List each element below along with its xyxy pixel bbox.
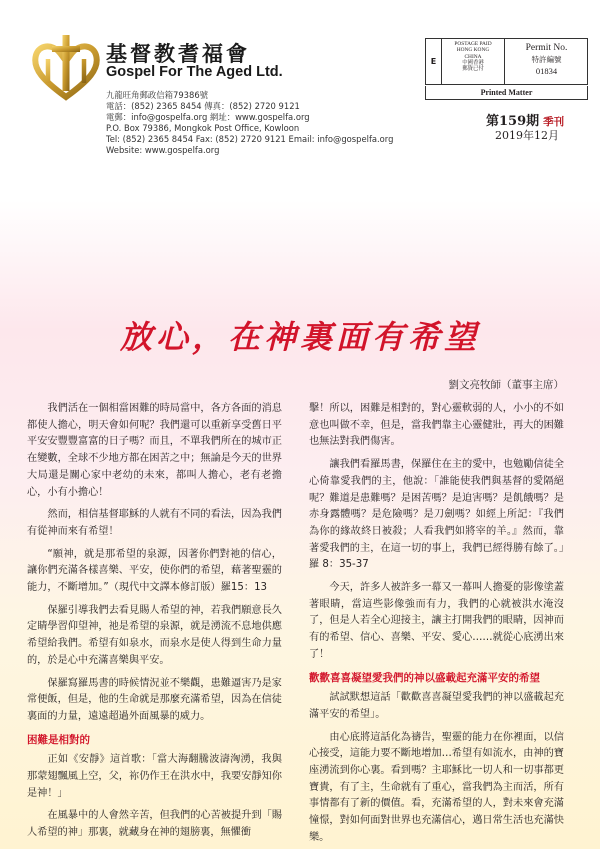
issue-season: 季刊 xyxy=(543,116,565,128)
issue-number-text: 第159期 xyxy=(486,114,540,129)
permit-label-zh: 特許編號 xyxy=(531,55,562,64)
article-paragraph: 保羅引導我們去看見賜人希望的神，若我們願意長久定睛學習仰望神，祂是希望的泉源，就是湧流不息地供應希望給我們。希望有如泉水，而泉水是使人得到生命力量的，於是心中充滿喜樂與平安。 xyxy=(27,604,282,666)
postage-line: 郵資已付 xyxy=(462,66,484,73)
article-paragraph: 擊！所以，困難是相對的，對心靈軟弱的人，小小的不如意也叫做不幸，但是，當我們靠主心靈健壯，再大的困難也無法對我們傷害。 xyxy=(309,403,564,448)
email-web-line: 電郵：info@gospelfa.org 網址：www.gospelfa.org xyxy=(106,112,310,122)
article-left-column xyxy=(27,401,282,848)
postage-class-letter: E xyxy=(426,39,442,84)
article-paragraph: 讓我們看羅馬書，保羅住在主的愛中，也勉勵信徒全心倚靠愛我們的主，他說：「誰能使我們與基督的愛隔絕呢？難道是患難嗎？是困苦嗎？是迫害嗎？是飢餓嗎？是赤身露體嗎？是危險嗎？是刀劍嗎？如經上所記：『我們為你的緣故終日被殺；人看我們如將宰的羊。』然而，靠著愛我們的主，在這一切的事上，我們已經得勝有餘了。」羅 8：35-37 xyxy=(309,459,564,571)
permit-info xyxy=(506,39,587,84)
organization-name-zh: 基督教耆福會 xyxy=(106,42,250,66)
organization-name-en: Gospel For The Aged Ltd. xyxy=(106,64,283,80)
article-paragraph: 然而，相信基督耶穌的人就有不同的看法，因為我們有從神而來有希望！ xyxy=(27,509,282,537)
postage-paid-box xyxy=(425,38,588,85)
postage-line: 中國香港 xyxy=(462,59,484,66)
article-paragraph: 由心底將這話化為禱告，聖靈的能力在你裡面，以信心接受，這能力要不斷地增加…希望有如流水，由神的寶座湧流到你心裏。看到嗎？主耶穌比一切人和一切事都更寶貴，有了主，生命就有了重心，當我們為主而活，所有事情都有了新的價值。看，充滿希望的人，對未來會充滿憧憬，對如何面對世界也充滿信心，邁日常生活也充滿快樂。 xyxy=(309,731,564,843)
article-paragraph: 在風暴中的人會然辛苦，但我們的心苦被提升到「賜人希望的神」那裏，就藏身在神的翅膀裏，無懼衝 xyxy=(27,810,282,839)
issue-date: 2019年12月 xyxy=(495,129,559,142)
postage-paid-text xyxy=(442,39,505,84)
article-paragraph: 正如《安靜》這首歌：「當大海翻騰波濤洶湧，我與那蒙翅飄風上空，父，祢仍作王在洪水中，我要安靜知你是神！」 xyxy=(27,754,282,799)
permit-label: Permit No. xyxy=(525,43,568,53)
contact-line-en: Tel: (852) 2365 8454 Fax: (852) 2720 9121 Email: info@gospelfa.org xyxy=(106,134,394,144)
organization-logo-icon xyxy=(30,33,102,105)
article-paragraph: 今天，許多人被許多一幕又一幕叫人擔憂的影像塗蓋著眼睛，當這些影像強而有力，我們的心就被洪水淹沒了，但是人若全心迎接主，讓主打開我們的眼睛，因神而有的希望、信心、喜樂、平安、愛心……就從心底湧出來了！ xyxy=(309,582,564,660)
article-author: 劉文亮牧師（董事主席） xyxy=(448,379,564,391)
article-paragraph: 保羅寫羅馬書的時候情況並不樂觀，患難逼害乃是家常便飯，但是，他的生命就是那麼充滿希望，因為在信徒裏面的力量，遠遠超過外面風暴的威力。 xyxy=(27,677,282,722)
article-paragraph: 我們活在一個相當困難的時局當中，各方各面的消息都使人擔心，明天會如何呢？我們還可以重新享受舊日平平安安豐豐富富的日子嗎？而且，不單我們所在的城市正在變數，全球不少地方都在困苦之中；無論是今天的世界大局還是關心家中老幼的未來，都叫人擔心，老有老擔心，小有小擔心！ xyxy=(27,403,282,498)
printed-matter-label: Printed Matter xyxy=(425,86,588,100)
postage-line: POSTAGE PAID xyxy=(454,41,492,47)
section-heading: 歡歡喜喜凝望愛我們的神以盛載起充滿平安的希望 xyxy=(309,671,540,684)
website-line-en: Website: www.gospelfa.org xyxy=(106,145,220,155)
address-line: 九龍旺角郵政信箱79386號 xyxy=(106,90,209,100)
permit-number: 01834 xyxy=(535,66,558,76)
address-line-en: P.O. Box 79386, Mongkok Post Office, Kowloon xyxy=(106,123,300,133)
postage-line: CHINA xyxy=(464,53,482,60)
article-paragraph: 試試默想這話「歡歡喜喜凝望愛我們的神以盛載起充滿平安的希望」。 xyxy=(309,692,564,720)
article-title: 放心，在神裏面有希望 xyxy=(119,318,480,356)
article-paragraph: “願神，就是那希望的泉源，因著你們對祂的信心，讓你們充滿各樣喜樂、平安，使你們的希望，藉著聖靈的能力，不斷增加。”（現代中文譯本修訂版）羅15：13 xyxy=(27,548,282,594)
postage-line: HONG KONG xyxy=(456,47,490,54)
section-heading: 困難是相對的 xyxy=(27,733,90,746)
phone-fax-line: 電話：(852) 2365 8454 傳真：(852) 2720 9121 xyxy=(106,101,300,111)
article-right-column xyxy=(309,401,564,853)
